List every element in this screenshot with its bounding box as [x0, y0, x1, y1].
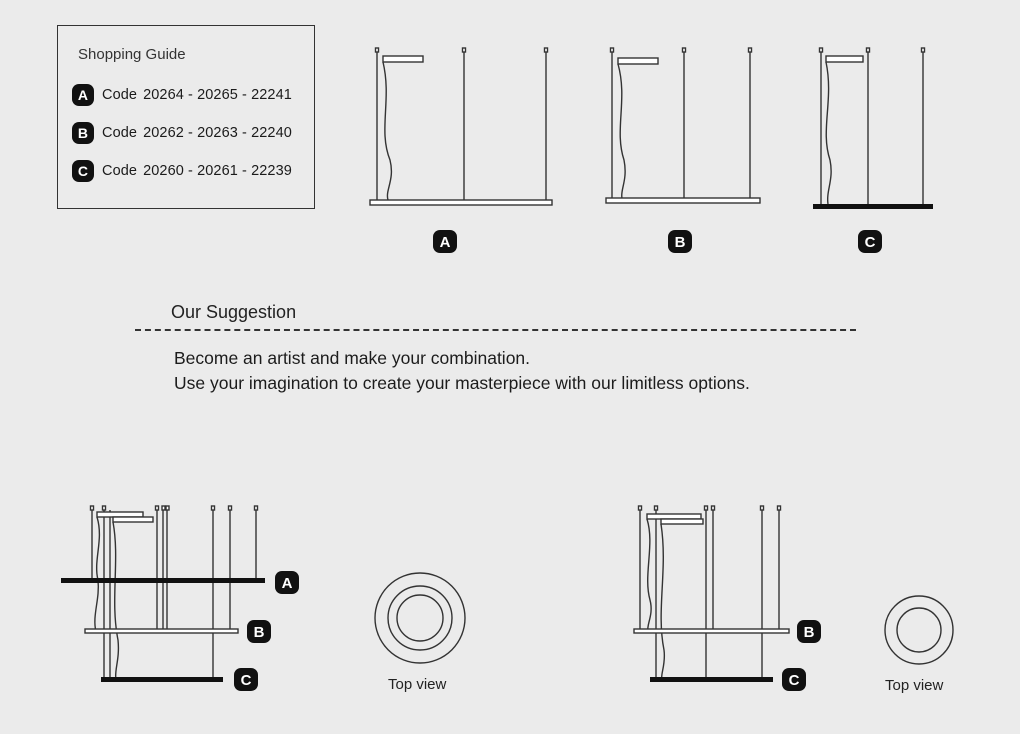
badge-c: C [72, 160, 94, 182]
combo-left-label-b: B [253, 624, 265, 641]
code-values-a: 20264 - 20265 - 22241 [143, 87, 292, 103]
combo-left-badge-a [275, 571, 299, 594]
variant-b-label: B [674, 234, 686, 251]
combo-left-ring-a [61, 578, 265, 583]
combination-left-drawing [85, 506, 258, 680]
variant-c-drawing [820, 48, 925, 204]
variant-c-badge [858, 230, 882, 253]
variant-a-badge [433, 230, 457, 253]
variant-c-label: C [864, 234, 876, 251]
top-view-right-circles [885, 596, 953, 664]
shopping-guide-title: Shopping Guide [78, 46, 186, 63]
badge-a: A [72, 84, 94, 106]
combo-left-label-a: A [281, 575, 293, 592]
code-label: Code [102, 125, 138, 141]
suggestion-line-2: Use your imagination to create your masterpiece with our limitless options. [174, 373, 750, 393]
combo-right-badge-b [797, 620, 821, 643]
suggestion-title: Our Suggestion [171, 302, 297, 322]
badge-b: B [72, 122, 94, 144]
variant-a-drawing [370, 48, 552, 205]
combo-right-ring-c [650, 677, 773, 682]
code-values-c: 20260 - 20261 - 22239 [143, 163, 292, 179]
suggestion-line-1: Become an artist and make your combination. [174, 348, 531, 368]
combo-right-badge-c [782, 668, 806, 691]
variant-c-ring [813, 204, 933, 209]
top-view-label-left: Top view [388, 676, 447, 693]
code-label: Code [102, 163, 138, 179]
combo-left-label-c: C [240, 672, 252, 689]
combo-right-label-c: C [788, 672, 800, 689]
variant-b-drawing [606, 48, 760, 203]
combo-right-label-b: B [803, 624, 815, 641]
combo-left-badge-c [234, 668, 258, 691]
variant-b-badge [668, 230, 692, 253]
top-view-left-circles [375, 573, 465, 663]
combo-left-badge-b [247, 620, 271, 643]
combination-right-drawing [634, 506, 789, 680]
code-label: Code [102, 87, 138, 103]
code-values-b: 20262 - 20263 - 22240 [143, 125, 292, 141]
suggestion-divider [135, 329, 856, 331]
combo-left-ring-c [101, 677, 223, 682]
top-view-label-right: Top view [885, 677, 944, 694]
variant-a-label: A [439, 234, 451, 251]
